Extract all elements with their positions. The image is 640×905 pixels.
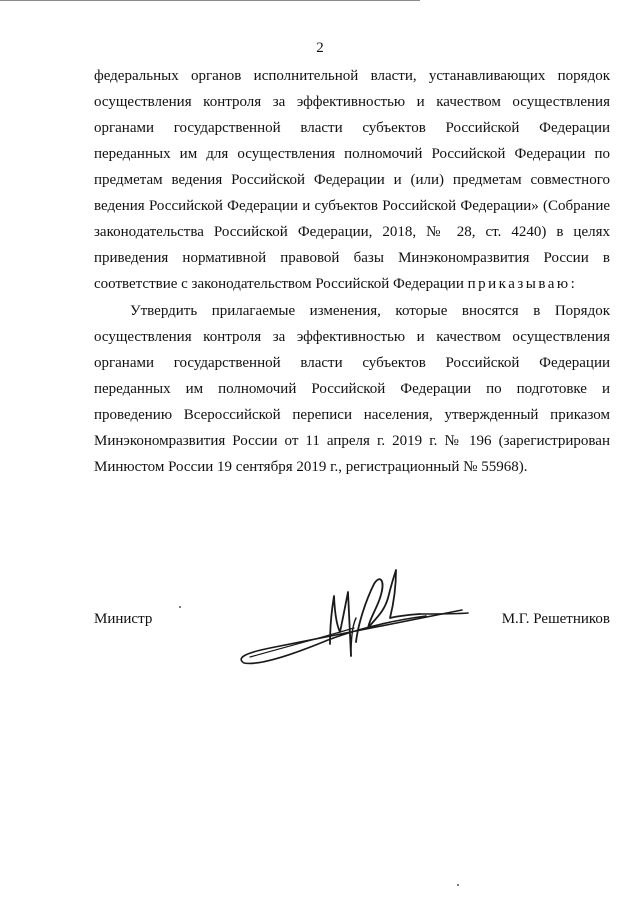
preamble-paragraph	[94, 63, 610, 297]
handwritten-signature	[230, 558, 480, 678]
scan-speck	[457, 884, 459, 886]
order-word: приказываю	[467, 276, 571, 292]
page-top-edge	[0, 0, 420, 1]
preamble-colon: :	[570, 276, 575, 292]
scan-speck	[179, 606, 181, 608]
signatory-name: М.Г. Решетников	[501, 611, 610, 627]
signatory-position: Министр	[94, 611, 153, 627]
page-number: 2	[316, 40, 324, 56]
order-paragraph: Утвердить прилагаемые изменения, которые вносятся в Порядок осуществления контроля за эффективностью и качеством осуществления органами государственной власти субъектов Российской Федерации переданных им полномочий Российской Федерации по подготовке и проведению Всероссийской переписи населения, утвержденный приказом Минэкономразвития России от 11 апреля г. 2019 г. № 196 (зарегистрирован Минюстом России 19 сентября 2019 г., регистрационный № 55968).	[94, 303, 610, 475]
preamble-text: федеральных органов исполнительной власти, устанавливающих порядок осуществления контроля за эффективностью и качеством осуществления органами государственной власти субъектов Российской Федерации переданных им для осуществления полномочий Российской Федерации по предметам ведения Российской Федерации и (или) предметам совместного ведения Российской Федерации и субъектов Российской Федерации» (Собрание законодательства Российской Федерации, 2018, № 28, ст. 4240) в целях приведения нормативной правовой базы Минэкономразвития России в соответствие с законодательством Российской Федерации	[94, 68, 610, 292]
